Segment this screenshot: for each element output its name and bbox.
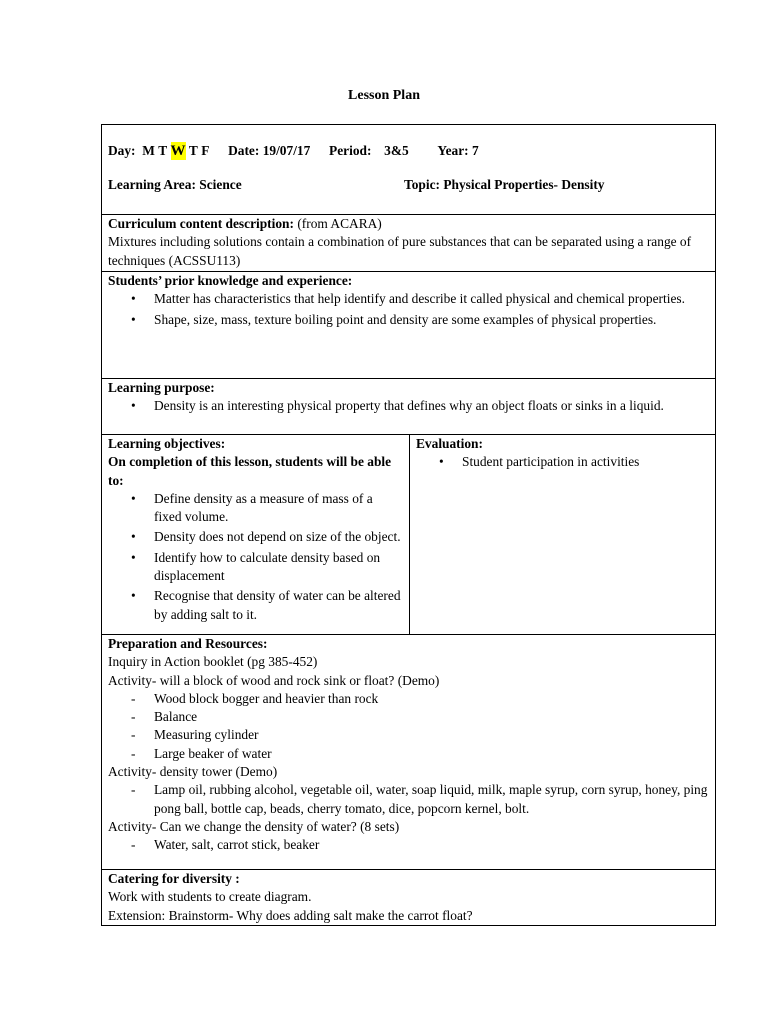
activity-3-list	[108, 836, 709, 854]
list-item: • Density is an interesting physical property that defines why an object floats or sinks in a liquid.	[154, 397, 709, 415]
objectives-row	[102, 435, 716, 635]
day-thursday: T	[188, 143, 198, 158]
diversity-text: Work with students to create diagram.	[108, 889, 312, 905]
purpose-cell	[102, 379, 716, 435]
prior-knowledge-cell	[102, 272, 716, 379]
day-monday: M	[142, 143, 155, 158]
header-row	[102, 125, 716, 215]
activity-1: Activity- will a block of wood and rock sink or float? (Demo)	[108, 672, 440, 688]
list-item: • Identify how to calculate density based on displacement	[154, 549, 403, 586]
curriculum-source: (from ACARA)	[297, 216, 382, 231]
list-item: - Measuring cylinder	[154, 726, 709, 744]
objectives-list	[108, 490, 403, 624]
list-item: • Student participation in activities	[462, 453, 709, 471]
page-title: Lesson Plan	[348, 88, 420, 103]
topic	[404, 176, 605, 194]
list-item: • Matter has characteristics that help identify and describe it called physical and chemical properties.	[154, 290, 709, 308]
learning-area	[108, 176, 404, 194]
objectives-cell	[102, 435, 410, 635]
prior-knowledge-row	[102, 272, 716, 379]
learning-area-value: Science	[199, 177, 242, 193]
activity-1-list	[108, 690, 709, 763]
activity-2: Activity- density tower (Demo)	[108, 764, 278, 780]
period-label: Period:	[329, 143, 372, 158]
resources-cell	[102, 635, 716, 870]
curriculum-heading: Curriculum content description:	[108, 216, 294, 231]
resources-heading: Preparation and Resources:	[108, 636, 268, 651]
area-topic-line	[108, 176, 709, 194]
day-friday: F	[201, 143, 210, 158]
list-item: • Recognise that density of water can be altered by adding salt to it.	[154, 587, 403, 624]
list-item: • Density does not depend on size of the object.	[154, 528, 403, 546]
curriculum-row	[102, 215, 716, 272]
lesson-plan-table	[101, 124, 716, 926]
evaluation-list	[416, 453, 709, 471]
diversity-cell	[102, 870, 716, 926]
curriculum-cell	[102, 215, 716, 272]
period-value: 3&5	[384, 143, 409, 158]
diversity-heading: Catering for diversity :	[108, 871, 240, 886]
year-label: Year:	[437, 143, 469, 158]
objectives-heading: Learning objectives:	[108, 436, 226, 451]
date-value: 19/07/17	[262, 143, 311, 158]
purpose-row	[102, 379, 716, 435]
list-item: • Define density as a measure of mass of a fixed volume.	[154, 490, 403, 527]
curriculum-text: Mixtures including solutions contain a combination of pure substances that can be separated using a range of techniques (ACSSU113)	[108, 234, 692, 268]
list-item: - Balance	[154, 708, 709, 726]
topic-label: Topic:	[404, 177, 440, 193]
purpose-list	[108, 397, 709, 415]
list-item: - Large beaker of water	[154, 745, 709, 763]
resources-row	[102, 635, 716, 870]
list-item: - Lamp oil, rubbing alcohol, vegetable oil, water, soap liquid, milk, maple syrup, corn syrup, honey, ping pong ball, bottle cap, beads, cherry tomato, dice, popcorn kernel, bolt.	[154, 781, 709, 818]
header-cell	[102, 125, 716, 215]
diversity-extension: Extension: Brainstorm- Why does adding salt make the carrot float?	[108, 907, 473, 923]
activity-2-list	[108, 781, 709, 818]
list-item: - Water, salt, carrot stick, beaker	[154, 836, 709, 854]
activity-3: Activity- Can we change the density of water? (8 sets)	[108, 818, 400, 834]
day-label: Day:	[108, 143, 136, 158]
list-item: - Wood block bogger and heavier than rock	[154, 690, 709, 708]
objectives-subheading: On completion of this lesson, students will be able to:	[108, 454, 392, 488]
list-item: • Shape, size, mass, texture boiling point and density are some examples of physical properties.	[154, 311, 709, 329]
resources-booklet: Inquiry in Action booklet (pg 385-452)	[108, 654, 318, 670]
day-tuesday: T	[158, 143, 168, 158]
date-label: Date:	[228, 143, 260, 158]
diversity-row	[102, 870, 716, 926]
prior-knowledge-heading: Students’ prior knowledge and experience:	[108, 273, 353, 288]
year-value: 7	[472, 143, 479, 158]
day-date-line	[108, 142, 709, 160]
day-wednesday-highlighted: W	[170, 143, 186, 159]
evaluation-cell	[410, 435, 716, 635]
evaluation-heading: Evaluation:	[416, 436, 483, 451]
learning-area-label: Learning Area:	[108, 177, 196, 193]
purpose-heading: Learning purpose:	[108, 380, 215, 395]
topic-value: Physical Properties- Density	[443, 177, 605, 193]
prior-knowledge-list	[108, 290, 709, 329]
